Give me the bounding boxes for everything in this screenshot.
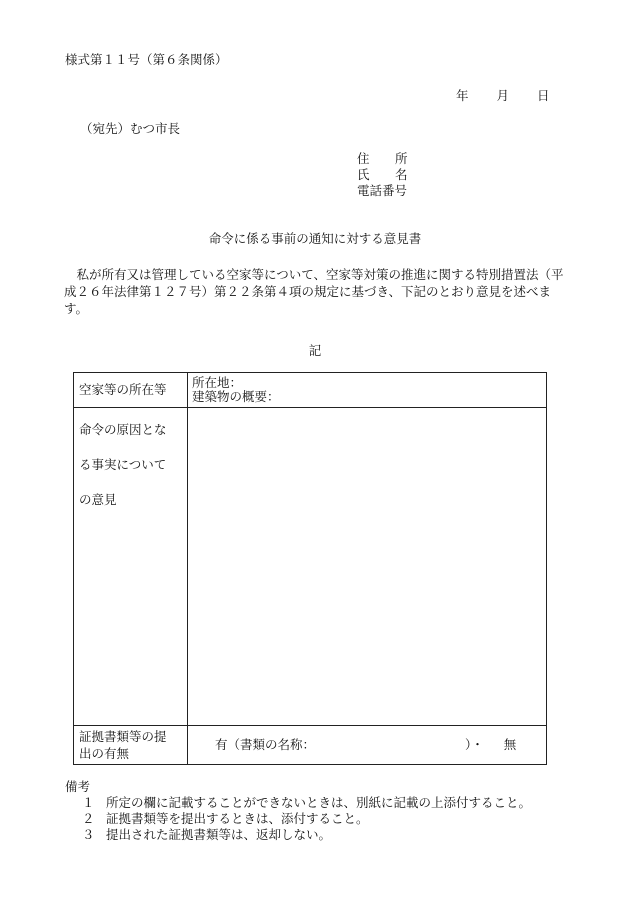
document-title: 命令に係る事前の通知に対する意見書 bbox=[208, 231, 422, 246]
body-paragraph: 私が所有又は管理している空家等について、空家等対策の推進に関する特別措置法（平成２６年法律第１２７号）第２２条第４項の規定に基づき、下記のとおり意見を述べます。 bbox=[64, 267, 564, 316]
evidence-cell[interactable] bbox=[188, 726, 547, 765]
evidence-label-line-1: 証拠書類等の提 bbox=[79, 729, 167, 744]
opinion-table bbox=[73, 372, 547, 765]
evidence-no: 無 bbox=[503, 736, 517, 752]
address-label-2: 所 bbox=[395, 151, 408, 166]
note-number: ３ bbox=[82, 827, 95, 842]
name-label-1: 氏 bbox=[357, 167, 370, 182]
name-label-2: 名 bbox=[395, 167, 408, 182]
note-item bbox=[82, 829, 331, 842]
note-number: ２ bbox=[82, 811, 95, 826]
building-field-label: 建築物の概要： bbox=[192, 389, 280, 404]
form-number: 様式第１１号（第６条関係） bbox=[65, 52, 228, 67]
location-row bbox=[74, 373, 547, 408]
evidence-yes: 有（書類の名称： bbox=[215, 736, 316, 752]
addressee: （宛先）むつ市長 bbox=[80, 121, 181, 136]
opinion-label-line-2: る事実について bbox=[79, 457, 167, 472]
evidence-label bbox=[74, 726, 188, 765]
evidence-label-line-2: 出の有無 bbox=[79, 746, 130, 761]
date-line bbox=[456, 90, 550, 103]
evidence-row bbox=[74, 726, 547, 765]
note-text: 証拠書類等を提出するときは、添付すること。 bbox=[106, 811, 369, 826]
opinion-cell[interactable] bbox=[188, 408, 547, 726]
note-number: １ bbox=[82, 795, 95, 810]
opinion-label-line-3: の意見 bbox=[79, 492, 117, 507]
location-label: 空家等の所在等 bbox=[74, 373, 188, 408]
opinion-label bbox=[74, 408, 188, 726]
address-label bbox=[357, 153, 408, 166]
ki-heading: 記 bbox=[308, 343, 322, 358]
location-field-label: 所在地： bbox=[192, 375, 243, 390]
location-cell[interactable] bbox=[188, 373, 547, 408]
phone-label: 電話番号 bbox=[357, 183, 408, 198]
note-text: 提出された証拠書類等は、返却しない。 bbox=[106, 827, 332, 842]
address-label-1: 住 bbox=[357, 151, 370, 166]
opinion-label-line-1: 命令の原因とな bbox=[79, 422, 167, 437]
date-day: 日 bbox=[537, 88, 550, 103]
evidence-close: ）・ bbox=[465, 736, 484, 752]
note-text: 所定の欄に記載することができないときは、別紙に記載の上添付すること。 bbox=[106, 795, 532, 810]
notes-heading: 備考 bbox=[65, 779, 91, 794]
note-item bbox=[82, 813, 369, 826]
date-month: 月 bbox=[496, 88, 510, 103]
note-item bbox=[82, 797, 531, 810]
date-year: 年 bbox=[456, 88, 469, 103]
opinion-row bbox=[74, 408, 547, 726]
name-label bbox=[357, 169, 408, 182]
